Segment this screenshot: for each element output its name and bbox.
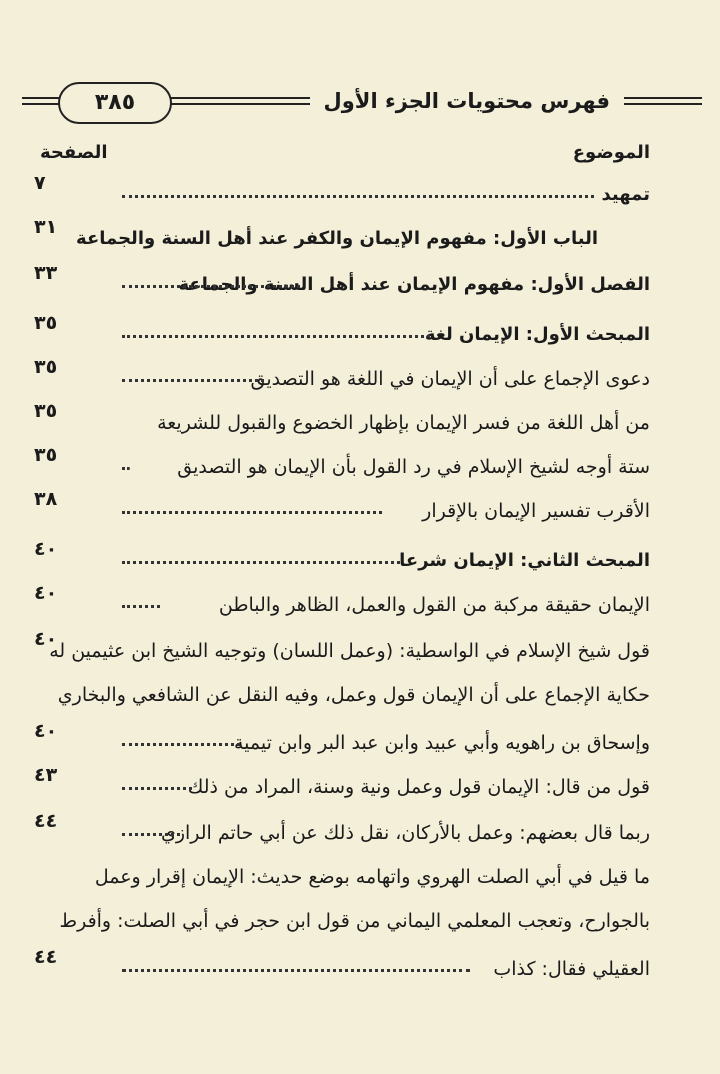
entry-text: بالجوارح، وتعجب المعلمي اليماني من قول ابن حجر في أبي الصلت: وأفرط — [59, 910, 650, 932]
entry-text: الباب الأول: مفهوم الإيمان والكفر عند أهل السنة والجماعة — [76, 228, 598, 249]
leader-dots — [122, 969, 470, 972]
topic-column-header: الموضوع — [572, 142, 650, 163]
toc-entry — [0, 538, 720, 586]
entry-text: المبحث الثاني: الإيمان شرعا — [399, 550, 650, 571]
entry-page: ٣٥ — [34, 356, 58, 378]
toc-entry — [0, 172, 720, 220]
toc-entry — [0, 582, 720, 630]
entry-text: دعوى الإجماع على أن الإيمان في اللغة هو التصديق — [250, 368, 650, 390]
toc-entry — [0, 312, 720, 360]
entry-page: ٤٠ — [34, 582, 58, 604]
toc-entry — [0, 356, 720, 404]
toc-entry — [0, 720, 720, 768]
page-column-header: الصفحة — [40, 142, 108, 163]
entry-page: ٣٣ — [34, 262, 58, 284]
entry-page: ٣٥ — [34, 444, 58, 466]
entry-text: حكاية الإجماع على أن الإيمان قول وعمل، وفيه النقل عن الشافعي والبخاري — [57, 684, 650, 706]
entry-text: قول شيخ الإسلام في الواسطية: (وعمل اللسان) وتوجيه الشيخ ابن عثيمين له — [49, 640, 650, 662]
leader-dots — [122, 561, 400, 564]
toc-entry — [0, 444, 720, 492]
toc-entry — [0, 810, 720, 858]
entry-page: ٣٥ — [34, 400, 58, 422]
entry-text: قول من قال: الإيمان قول وعمل ونية وسنة، المراد من ذلك — [187, 776, 650, 798]
page-number: ٣٨٥ — [58, 82, 172, 124]
header-title: فهرس محتويات الجزء الأول — [310, 84, 624, 118]
leader-dots — [122, 833, 180, 836]
entry-text: من أهل اللغة من فسر الإيمان بإظهار الخضوع والقبول للشريعة — [157, 412, 650, 434]
leader-dots — [122, 743, 240, 746]
entry-page: ٤٣ — [34, 764, 58, 786]
leader-dots — [122, 787, 192, 790]
entry-text: وإسحاق بن راهويه وأبي عبيد وابن عبد البر وابن تيمية — [233, 732, 650, 754]
leader-dots — [122, 379, 264, 382]
leader-dots — [122, 195, 594, 198]
entry-text: الإيمان حقيقة مركبة من القول والعمل، الظاهر والباطن — [218, 594, 650, 616]
toc-entry — [0, 488, 720, 536]
leader-dots — [122, 511, 382, 514]
entry-text: ستة أوجه لشيخ الإسلام في رد القول بأن الإيمان هو التصديق — [177, 456, 650, 478]
toc-entry — [0, 946, 720, 994]
entry-text: الأقرب تفسير الإيمان بالإقرار — [422, 500, 650, 522]
entry-page: ٣٨ — [34, 488, 58, 510]
entry-text: الفصل الأول: مفهوم الإيمان عند أهل السنة والجماعة — [178, 274, 650, 295]
entry-page: ٧ — [34, 172, 46, 194]
entry-page: ٤٠ — [34, 538, 58, 560]
entry-page: ٤٠ — [34, 720, 58, 742]
leader-dots — [122, 605, 160, 608]
entry-text: العقيلي فقال: كذاب — [493, 958, 650, 980]
toc-entry — [0, 906, 720, 946]
toc-entry — [0, 216, 720, 264]
entry-text: ما قيل في أبي الصلت الهروي واتهامه بوضع حديث: الإيمان إقرار وعمل — [94, 866, 650, 888]
leader-dots — [122, 467, 130, 470]
entry-page: ٤٤ — [34, 946, 58, 968]
toc-entry — [0, 764, 720, 812]
entry-page: ٣٥ — [34, 312, 58, 334]
entry-page: ٣١ — [34, 216, 58, 238]
leader-dots — [122, 285, 300, 288]
toc-entry — [0, 400, 720, 448]
entry-text: ربما قال بعضهم: وعمل بالأركان، نقل ذلك عن أبي حاتم الرازي — [160, 822, 650, 844]
toc-entry — [0, 262, 720, 310]
entry-text: تمهيد — [601, 184, 650, 205]
running-header — [22, 80, 702, 124]
toc-entry — [0, 628, 720, 676]
toc-entry — [0, 862, 720, 902]
entry-page: ٤٤ — [34, 810, 58, 832]
toc-entry — [0, 680, 720, 720]
leader-dots — [122, 335, 430, 338]
entry-page: ٤٠ — [34, 628, 58, 650]
entry-text: المبحث الأول: الإيمان لغة — [424, 324, 650, 345]
